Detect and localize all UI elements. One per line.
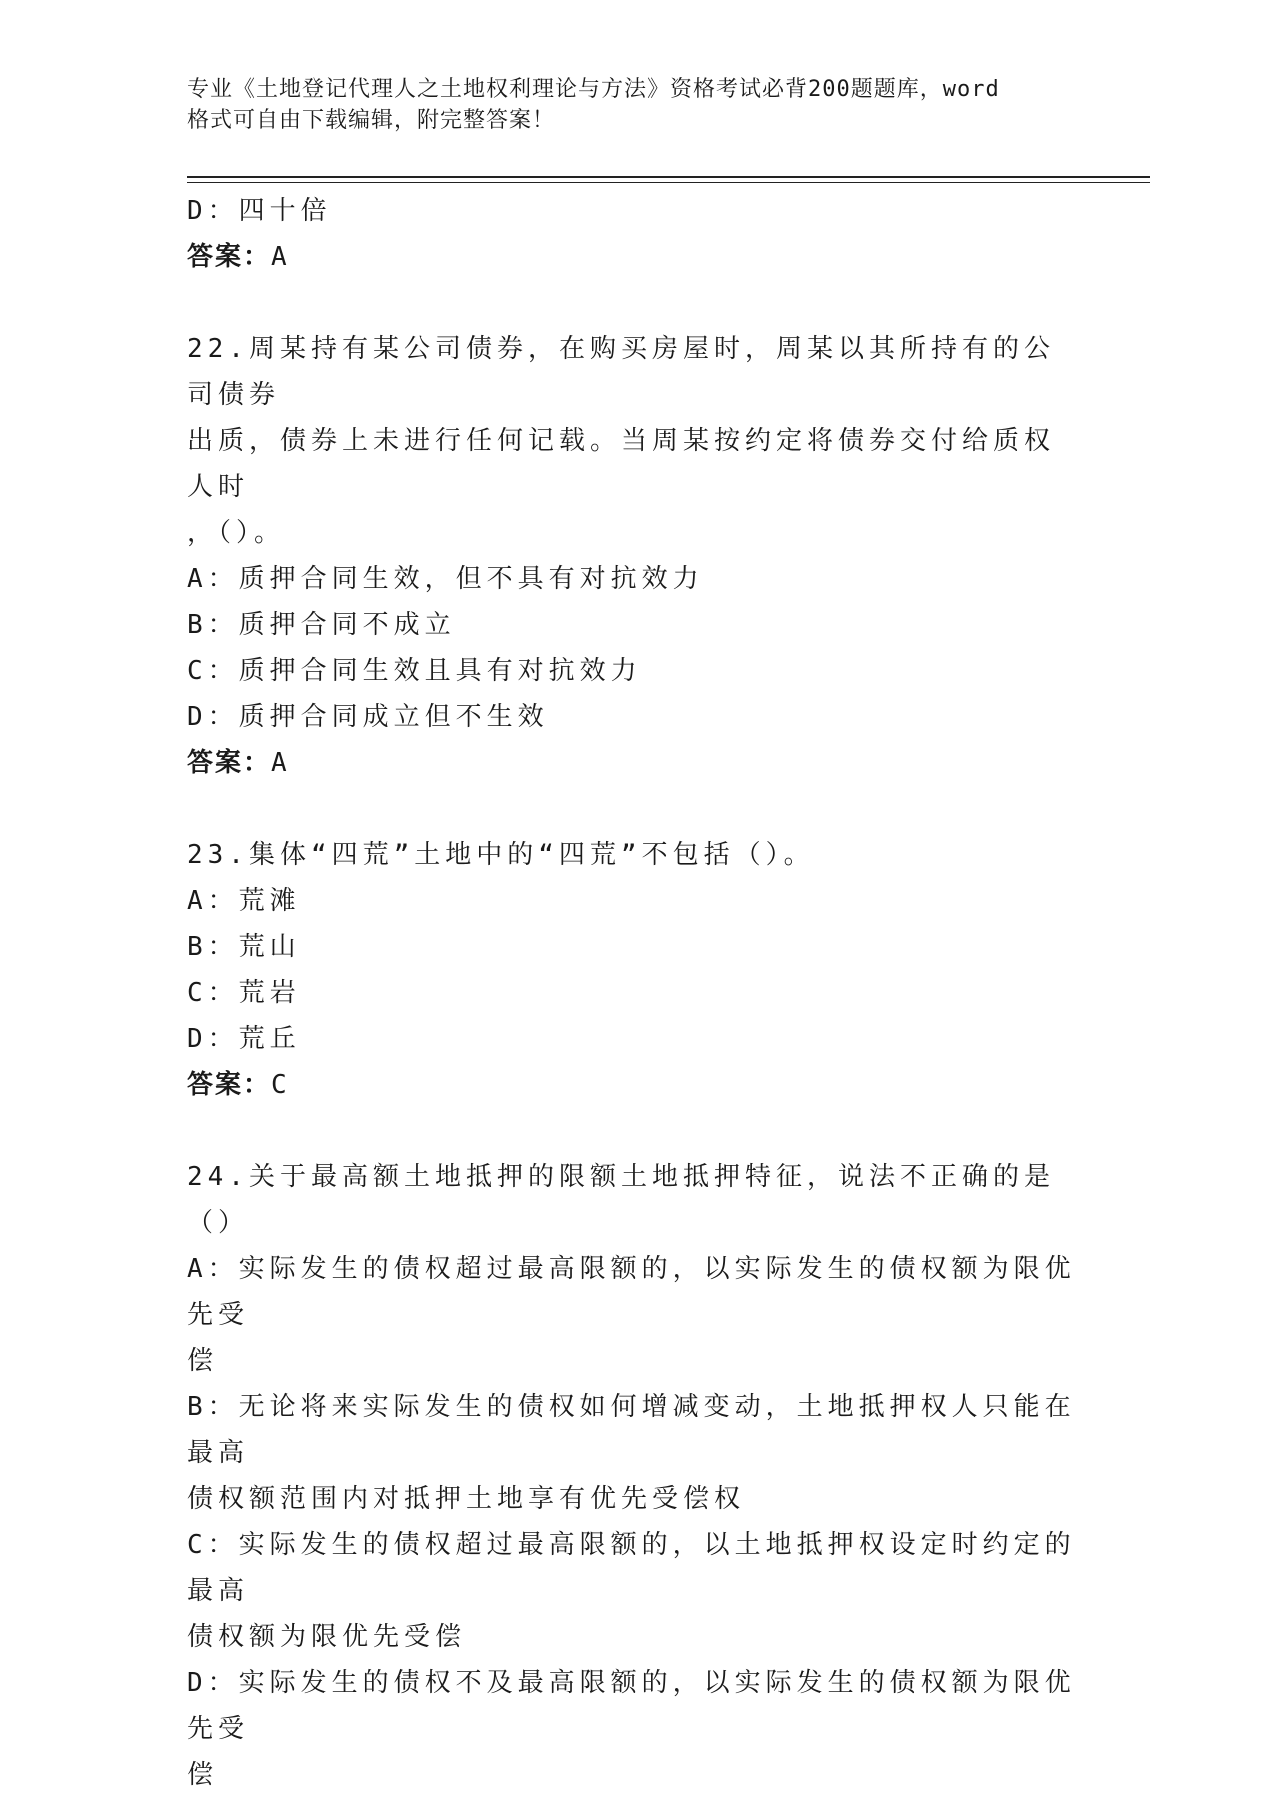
header-divider-thin [187,182,1150,183]
option-c-line: C：实际发生的债权超过最高限额的，以土地抵押权设定时约定的最高 [187,1530,1076,1606]
answer-line [187,740,1077,786]
header-line-1: 专业《土地登记代理人之土地权利理论与方法》资格考试必背200题题库，word [187,77,1000,102]
answer-label: 答案： [187,242,272,272]
option-a: A：荒滩 [187,886,301,916]
spacer [187,1108,1077,1154]
answer-line [187,234,1077,280]
question-content [187,188,1077,1798]
question-stem-line: ，（）。 [187,518,286,548]
option-d-line: 偿 [187,1760,219,1790]
answer-value: C [271,1070,289,1100]
question-stem: 23.集体“四荒”土地中的“四荒”不包括（）。 [187,840,815,870]
header-line-2: 格式可自由下载编辑，附完整答案！ [187,108,556,133]
question-24 [187,1154,1077,1798]
option-d-line: D：实际发生的债权不及最高限额的，以实际发生的债权额为限优先受 [187,1668,1076,1744]
option-b: B：质押合同不成立 [187,610,456,640]
option-b-line: B：无论将来实际发生的债权如何增减变动，土地抵押权人只能在最高 [187,1392,1076,1468]
option-b: B：荒山 [187,932,301,962]
question-22 [187,326,1077,786]
option-d: D：质押合同成立但不生效 [187,702,549,732]
spacer [187,786,1077,832]
question-stem: 24.关于最高额土地抵押的限额土地抵押特征，说法不正确的是（） [187,1162,1055,1238]
header-divider-thick [187,176,1150,178]
answer-label: 答案： [187,1070,272,1100]
answer-line [187,1062,1077,1108]
option-b-line: 债权额范围内对抵押土地享有优先受偿权 [187,1484,746,1514]
answer-value: A [271,242,289,272]
option-a-line: A：实际发生的债权超过最高限额的，以实际发生的债权额为限优先受 [187,1254,1076,1330]
answer-value: A [271,748,289,778]
question-21 [187,188,1077,280]
option-c-line: 债权额为限优先受偿 [187,1622,467,1652]
question-23 [187,832,1077,1108]
answer-label: 答案： [187,748,272,778]
document-header [187,74,1067,136]
option-a-line: 偿 [187,1346,219,1376]
option-a: A：质押合同生效，但不具有对抗效力 [187,564,704,594]
question-stem-line: 出质，债券上未进行任何记载。当周某按约定将债券交付给质权人时 [187,426,1056,502]
question-stem-line: 22.周某持有某公司债券，在购买房屋时，周某以其所持有的公司债券 [187,334,1055,410]
option-d: D：四十倍 [187,196,332,226]
spacer [187,280,1077,326]
option-c: C：质押合同生效且具有对抗效力 [187,656,642,686]
option-d: D：荒丘 [187,1024,301,1054]
option-c: C：荒岩 [187,978,301,1008]
